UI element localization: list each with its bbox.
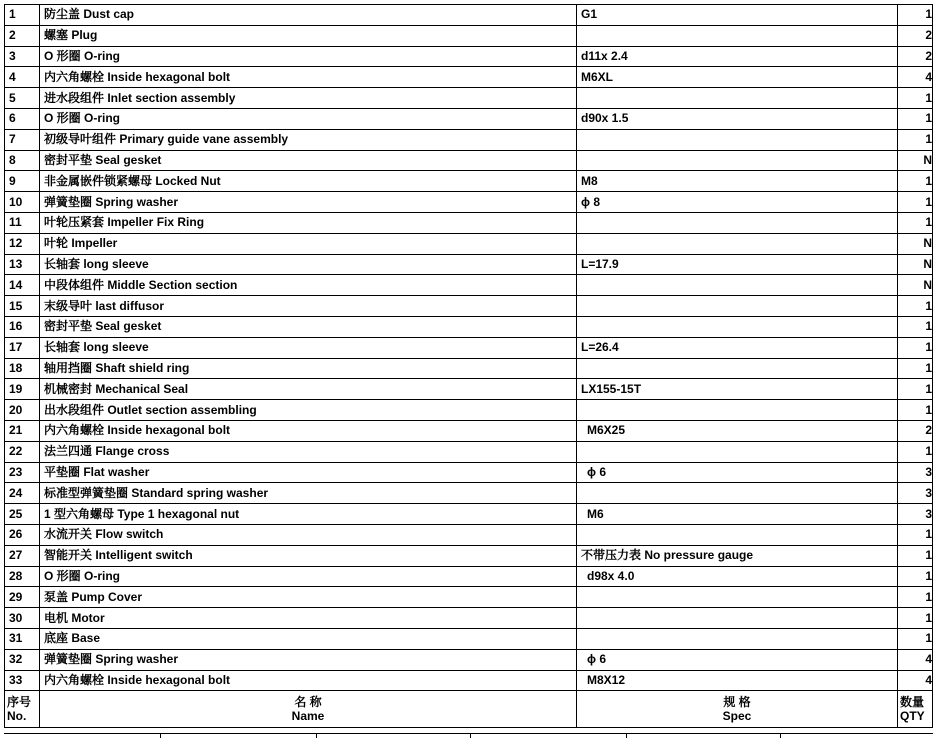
row-name-cell: 叶轮压紧套 Impeller Fix Ring (40, 212, 577, 233)
row-spec-cell (577, 587, 898, 608)
row-name-cell: 内六角螺栓 Inside hexagonal bolt (40, 670, 577, 691)
row-spec-cell: L=17.9 (577, 254, 898, 275)
title-block-divider (160, 733, 161, 738)
table-row (5, 358, 933, 379)
row-number-cell: 23 (5, 462, 40, 483)
row-qty-cell: N (898, 275, 933, 296)
row-name-cell: 标准型弹簧垫圈 Standard spring washer (40, 483, 577, 504)
row-qty-cell: 2 (898, 25, 933, 46)
row-qty-cell: 1 (898, 316, 933, 337)
table-row (5, 233, 933, 254)
row-qty-cell: 1 (898, 192, 933, 213)
row-number-cell: 30 (5, 608, 40, 629)
table-row (5, 337, 933, 358)
header-spec (577, 691, 898, 728)
header-no-en: No. (7, 709, 27, 724)
row-number-cell: 5 (5, 88, 40, 109)
table-row (5, 46, 933, 67)
row-spec-cell (577, 212, 898, 233)
row-qty-cell: N (898, 254, 933, 275)
row-spec-cell: ϕ 6 (577, 462, 898, 483)
row-number-cell: 12 (5, 233, 40, 254)
row-spec-cell: L=26.4 (577, 337, 898, 358)
row-name-cell: 内六角螺栓 Inside hexagonal bolt (40, 67, 577, 88)
row-name-cell: 长轴套 long sleeve (40, 254, 577, 275)
table-row (5, 545, 933, 566)
header-name-en: Name (291, 709, 325, 724)
row-number-cell: 8 (5, 150, 40, 171)
table-row (5, 108, 933, 129)
row-number-cell: 9 (5, 171, 40, 192)
row-qty-cell: 1 (898, 171, 933, 192)
row-spec-cell: ϕ 6 (577, 649, 898, 670)
row-qty-cell: 1 (898, 400, 933, 421)
table-row (5, 400, 933, 421)
row-spec-cell (577, 400, 898, 421)
row-number-cell: 25 (5, 504, 40, 525)
row-name-cell: 密封平垫 Seal gesket (40, 316, 577, 337)
row-number-cell: 29 (5, 587, 40, 608)
row-name-cell: 进水段组件 Inlet section assembly (40, 88, 577, 109)
table-row (5, 296, 933, 317)
row-spec-cell (577, 88, 898, 109)
row-name-cell: 长轴套 long sleeve (40, 337, 577, 358)
row-qty-cell: 3 (898, 504, 933, 525)
row-spec-cell (577, 129, 898, 150)
row-name-cell: O 形圈 O-ring (40, 566, 577, 587)
header-spec-en: Spec (722, 709, 752, 724)
row-number-cell: 26 (5, 524, 40, 545)
row-number-cell: 28 (5, 566, 40, 587)
row-name-cell: 初级导叶组件 Primary guide vane assembly (40, 129, 577, 150)
row-qty-cell: 3 (898, 483, 933, 504)
table-row (5, 628, 933, 649)
row-spec-cell: d98x 4.0 (577, 566, 898, 587)
row-name-cell: 防尘盖 Dust cap (40, 5, 577, 26)
row-number-cell: 11 (5, 212, 40, 233)
row-name-cell: 末级导叶 last diffusor (40, 296, 577, 317)
row-number-cell: 21 (5, 420, 40, 441)
row-spec-cell (577, 358, 898, 379)
row-spec-cell: M6XL (577, 67, 898, 88)
table-row (5, 5, 933, 26)
row-qty-cell: 2 (898, 420, 933, 441)
table-row (5, 587, 933, 608)
table-row (5, 25, 933, 46)
row-number-cell: 1 (5, 5, 40, 26)
title-block-top-line (4, 733, 933, 734)
row-qty-cell: 4 (898, 649, 933, 670)
row-name-cell: 平垫圈 Flat washer (40, 462, 577, 483)
row-spec-cell: M6X25 (577, 420, 898, 441)
row-qty-cell: 1 (898, 108, 933, 129)
row-number-cell: 4 (5, 67, 40, 88)
row-number-cell: 33 (5, 670, 40, 691)
table-row (5, 171, 933, 192)
row-name-cell: 出水段组件 Outlet section assembling (40, 400, 577, 421)
row-spec-cell: M8 (577, 171, 898, 192)
row-spec-cell (577, 608, 898, 629)
row-qty-cell: 1 (898, 337, 933, 358)
table-row (5, 192, 933, 213)
table-row (5, 212, 933, 233)
row-spec-cell (577, 25, 898, 46)
header-qty (898, 691, 933, 728)
row-spec-cell (577, 150, 898, 171)
row-qty-cell: N (898, 150, 933, 171)
header-qty-cn: 数量 (900, 695, 925, 710)
row-number-cell: 2 (5, 25, 40, 46)
table-row (5, 150, 933, 171)
row-name-cell: 机械密封 Mechanical Seal (40, 379, 577, 400)
table-row (5, 420, 933, 441)
row-qty-cell: N (898, 233, 933, 254)
row-name-cell: 法兰四通 Flange cross (40, 441, 577, 462)
row-name-cell: 非金属嵌件锁紧螺母 Locked Nut (40, 171, 577, 192)
row-number-cell: 20 (5, 400, 40, 421)
row-spec-cell (577, 628, 898, 649)
row-number-cell: 6 (5, 108, 40, 129)
row-qty-cell: 1 (898, 5, 933, 26)
table-row (5, 483, 933, 504)
row-qty-cell: 2 (898, 46, 933, 67)
row-name-cell: 弹簧垫圈 Spring washer (40, 649, 577, 670)
row-name-cell: 弹簧垫圈 Spring washer (40, 192, 577, 213)
row-name-cell: 叶轮 Impeller (40, 233, 577, 254)
row-qty-cell: 1 (898, 129, 933, 150)
parts-list-body (5, 5, 933, 691)
table-row (5, 88, 933, 109)
table-row (5, 67, 933, 88)
row-number-cell: 13 (5, 254, 40, 275)
row-spec-cell: M8X12 (577, 670, 898, 691)
table-row (5, 649, 933, 670)
row-name-cell: O 形圈 O-ring (40, 46, 577, 67)
row-number-cell: 31 (5, 628, 40, 649)
row-spec-cell: 不带压力表 No pressure gauge (577, 545, 898, 566)
row-qty-cell: 1 (898, 88, 933, 109)
row-spec-cell: LX155-15T (577, 379, 898, 400)
row-name-cell: 水流开关 Flow switch (40, 524, 577, 545)
row-name-cell: 密封平垫 Seal gesket (40, 150, 577, 171)
table-row (5, 524, 933, 545)
title-block-divider (470, 733, 471, 738)
table-row (5, 316, 933, 337)
row-number-cell: 14 (5, 275, 40, 296)
row-spec-cell (577, 275, 898, 296)
row-number-cell: 18 (5, 358, 40, 379)
row-qty-cell: 1 (898, 608, 933, 629)
row-name-cell: 电机 Motor (40, 608, 577, 629)
row-name-cell: 内六角螺栓 Inside hexagonal bolt (40, 420, 577, 441)
row-number-cell: 22 (5, 441, 40, 462)
row-qty-cell: 1 (898, 296, 933, 317)
row-qty-cell: 1 (898, 358, 933, 379)
row-qty-cell: 1 (898, 379, 933, 400)
row-spec-cell: M6 (577, 504, 898, 525)
row-spec-cell (577, 483, 898, 504)
row-number-cell: 27 (5, 545, 40, 566)
row-qty-cell: 1 (898, 628, 933, 649)
table-row (5, 379, 933, 400)
row-name-cell: 1 型六角螺母 Type 1 hexagonal nut (40, 504, 577, 525)
row-spec-cell: G1 (577, 5, 898, 26)
row-name-cell: 底座 Base (40, 628, 577, 649)
row-spec-cell (577, 233, 898, 254)
row-number-cell: 7 (5, 129, 40, 150)
row-number-cell: 3 (5, 46, 40, 67)
row-qty-cell: 1 (898, 524, 933, 545)
table-row (5, 670, 933, 691)
row-number-cell: 10 (5, 192, 40, 213)
row-qty-cell: 1 (898, 566, 933, 587)
row-spec-cell: d90x 1.5 (577, 108, 898, 129)
row-qty-cell: 4 (898, 670, 933, 691)
table-row (5, 254, 933, 275)
title-block-divider (780, 733, 781, 738)
header-qty-en: QTY (900, 709, 925, 724)
row-name-cell: 智能开关 Intelligent switch (40, 545, 577, 566)
row-qty-cell: 4 (898, 67, 933, 88)
table-row (5, 462, 933, 483)
row-name-cell: O 形圈 O-ring (40, 108, 577, 129)
row-number-cell: 24 (5, 483, 40, 504)
table-row (5, 275, 933, 296)
row-qty-cell: 1 (898, 441, 933, 462)
table-row (5, 566, 933, 587)
row-name-cell: 轴用挡圈 Shaft shield ring (40, 358, 577, 379)
row-number-cell: 16 (5, 316, 40, 337)
row-spec-cell (577, 441, 898, 462)
row-qty-cell: 1 (898, 212, 933, 233)
header-name-cn: 名 称 (294, 695, 322, 710)
row-spec-cell: d11x 2.4 (577, 46, 898, 67)
row-number-cell: 32 (5, 649, 40, 670)
title-block-divider (316, 733, 317, 738)
row-qty-cell: 1 (898, 545, 933, 566)
row-number-cell: 15 (5, 296, 40, 317)
row-spec-cell (577, 524, 898, 545)
table-row (5, 441, 933, 462)
table-row (5, 129, 933, 150)
row-number-cell: 17 (5, 337, 40, 358)
row-name-cell: 中段体组件 Middle Section section (40, 275, 577, 296)
row-name-cell: 泵盖 Pump Cover (40, 587, 577, 608)
row-qty-cell: 1 (898, 587, 933, 608)
row-qty-cell: 3 (898, 462, 933, 483)
header-spec-cn: 规 格 (723, 695, 751, 710)
row-spec-cell (577, 296, 898, 317)
table-header-row (5, 691, 933, 728)
header-no-cn: 序号 (7, 695, 32, 710)
row-spec-cell (577, 316, 898, 337)
parts-list-table (4, 4, 933, 728)
table-row (5, 504, 933, 525)
row-name-cell: 螺塞 Plug (40, 25, 577, 46)
table-row (5, 608, 933, 629)
title-block-divider (626, 733, 627, 738)
header-name (40, 691, 577, 728)
row-spec-cell: ϕ 8 (577, 192, 898, 213)
row-number-cell: 19 (5, 379, 40, 400)
header-no (5, 691, 40, 728)
